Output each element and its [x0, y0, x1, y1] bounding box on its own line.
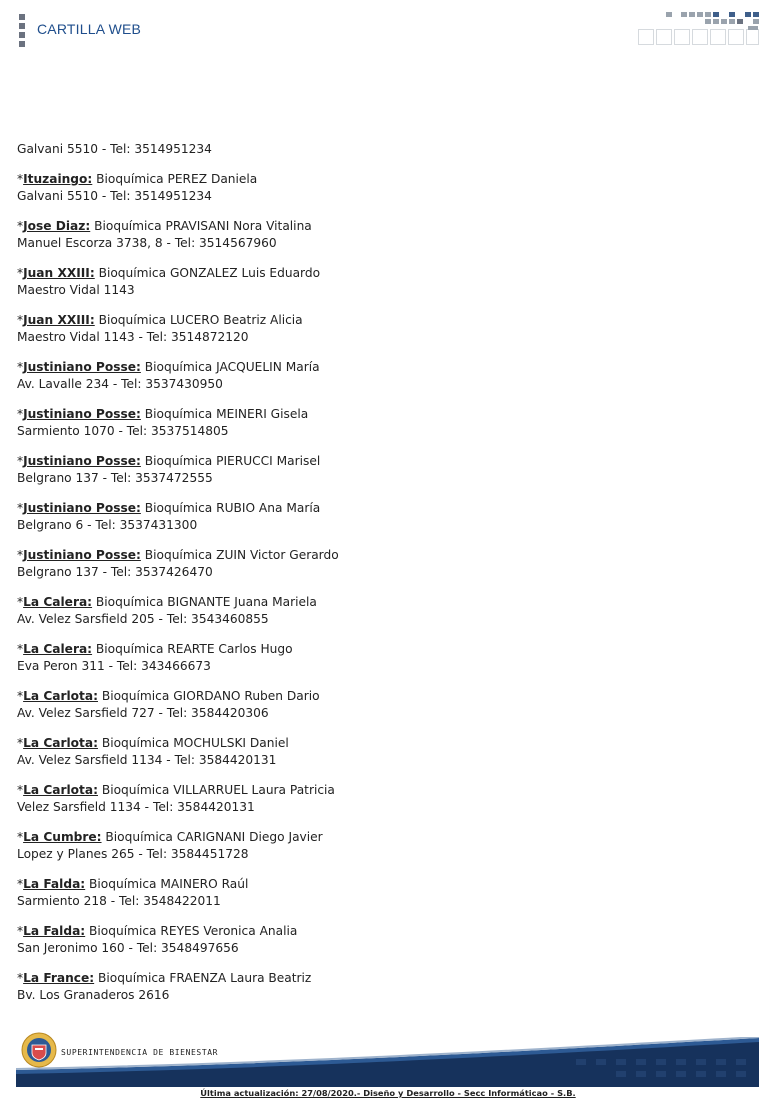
page-header [0, 0, 759, 60]
header-accent-bar [19, 14, 25, 47]
list-item [17, 218, 717, 252]
entry-heading: *La Carlota: Bioquímica GIORDANO Ruben Dario [17, 689, 320, 703]
entry-provider: Bioquímica MOCHULSKI Daniel [97, 736, 289, 750]
list-item [17, 171, 717, 205]
entry-heading: *Juan XXIII: Bioquímica LUCERO Beatriz Alicia [17, 313, 303, 327]
entry-provider: Bioquímica MAINERO Raúl [85, 877, 249, 891]
entry-provider: Bioquímica VILLARRUEL Laura Patricia [97, 783, 335, 797]
entry-provider: Bioquímica MEINERI Gisela [140, 407, 309, 421]
entry-location: Justiniano Posse: [23, 360, 141, 374]
entry-provider: Bioquímica REARTE Carlos Hugo [92, 642, 293, 656]
entry-heading: *La Carlota: Bioquímica VILLARRUEL Laura Patricia [17, 783, 335, 797]
entry-provider: Bioquímica REYES Veronica Analia [85, 924, 298, 938]
entry-provider: Bioquímica PIERUCCI Marisel [140, 454, 321, 468]
entry-address: Av. Lavalle 234 - Tel: 3537430950 [17, 377, 223, 391]
entry-address: Maestro Vidal 1143 - Tel: 3514872120 [17, 330, 249, 344]
entry-provider: Bioquímica CARIGNANI Diego Javier [101, 830, 323, 844]
entry-location: La Carlota: [23, 783, 98, 797]
entry-address: Av. Velez Sarsfield 1134 - Tel: 3584420131 [17, 753, 277, 767]
entry-address: Galvani 5510 - Tel: 3514951234 [17, 189, 212, 203]
entry-location: La Falda: [23, 924, 86, 938]
page-title: CARTILLA WEB [37, 21, 142, 37]
entry-heading: *La Calera: Bioquímica REARTE Carlos Hugo [17, 642, 293, 656]
entry-heading: *La Falda: Bioquímica MAINERO Raúl [17, 877, 249, 891]
entry-address: Lopez y Planes 265 - Tel: 3584451728 [17, 847, 249, 861]
entry-provider: Bioquímica PEREZ Daniela [92, 172, 258, 186]
entry-heading: *Ituzaingo: Bioquímica PEREZ Daniela [17, 172, 258, 186]
entry-location: Ituzaingo: [23, 172, 93, 186]
entry-location: La Carlota: [23, 689, 98, 703]
entry-address: Av. Velez Sarsfield 727 - Tel: 3584420306 [17, 706, 269, 720]
entry-address: Belgrano 6 - Tel: 3537431300 [17, 518, 198, 532]
entry-location: Justiniano Posse: [23, 454, 141, 468]
list-item [17, 500, 717, 534]
entry-heading: *Jose Diaz: Bioquímica PRAVISANI Nora Vitalina [17, 219, 312, 233]
entry-provider: Bioquímica ZUIN Victor Gerardo [140, 548, 339, 562]
entry-heading: *La Carlota: Bioquímica MOCHULSKI Daniel [17, 736, 289, 750]
entry-provider: Bioquímica GONZALEZ Luis Eduardo [94, 266, 321, 280]
entry-heading: *Justiniano Posse: Bioquímica MEINERI Gisela [17, 407, 309, 421]
entry-address: Maestro Vidal 1143 [17, 283, 135, 297]
list-item [17, 876, 717, 910]
entry-address: Velez Sarsfield 1134 - Tel: 3584420131 [17, 800, 255, 814]
list-item [17, 406, 717, 440]
entry-location: La Calera: [23, 642, 93, 656]
entry-location: La Carlota: [23, 736, 98, 750]
entry-provider: Bioquímica FRAENZA Laura Beatriz [94, 971, 312, 985]
entries-container [17, 171, 717, 1004]
entry-location: Juan XXIII: [23, 313, 95, 327]
entry-location: Justiniano Posse: [23, 407, 141, 421]
list-item [17, 312, 717, 346]
list-item [17, 829, 717, 863]
entry-provider: Bioquímica LUCERO Beatriz Alicia [94, 313, 303, 327]
entry-location: Jose Diaz: [23, 219, 91, 233]
entry-heading: *La Calera: Bioquímica BIGNANTE Juana Mariela [17, 595, 317, 609]
entry-location: La Calera: [23, 595, 93, 609]
entry-heading: *Justiniano Posse: Bioquímica PIERUCCI Marisel [17, 454, 321, 468]
entry-address: Sarmiento 218 - Tel: 3548422011 [17, 894, 221, 908]
entry-location: Justiniano Posse: [23, 548, 141, 562]
entry-address: Belgrano 137 - Tel: 3537472555 [17, 471, 213, 485]
list-item [17, 547, 717, 581]
entry-provider: Bioquímica JACQUELIN María [140, 360, 320, 374]
list-item [17, 782, 717, 816]
entry-provider: Bioquímica RUBIO Ana María [140, 501, 321, 515]
list-item [17, 453, 717, 487]
entry-location: La Cumbre: [23, 830, 102, 844]
list-item [17, 923, 717, 957]
list-item [17, 265, 717, 299]
entry-location: Justiniano Posse: [23, 501, 141, 515]
list-item [17, 359, 717, 393]
list-item [17, 641, 717, 675]
entry-address: Av. Velez Sarsfield 205 - Tel: 3543460855 [17, 612, 269, 626]
institution-seal-icon [21, 1032, 57, 1068]
entry-heading: *La Cumbre: Bioquímica CARIGNANI Diego Javier [17, 830, 323, 844]
entry-location: Juan XXIII: [23, 266, 95, 280]
list-item [17, 688, 717, 722]
list-item [17, 735, 717, 769]
list-item [17, 970, 717, 1004]
entry-provider: Bioquímica BIGNANTE Juana Mariela [92, 595, 317, 609]
entry-heading: *Juan XXIII: Bioquímica GONZALEZ Luis Eduardo [17, 266, 321, 280]
entry-heading: *Justiniano Posse: Bioquímica ZUIN Victor Gerardo [17, 548, 339, 562]
last-update-note: Última actualización: 27/08/2020.- Diseño y Desarrollo - Secc Informáticao - S.B. [200, 1088, 576, 1098]
header-decoration-icon [636, 12, 759, 48]
organization-name: SUPERINTENDENCIA DE BIENESTAR [61, 1048, 219, 1057]
entry-address: Eva Peron 311 - Tel: 343466673 [17, 659, 211, 673]
entry-heading: *Justiniano Posse: Bioquímica RUBIO Ana María [17, 501, 321, 515]
entry-address: San Jeronimo 160 - Tel: 3548497656 [17, 941, 239, 955]
entry-address: Manuel Escorza 3738, 8 - Tel: 3514567960 [17, 236, 277, 250]
entry-location: La France: [23, 971, 95, 985]
entry-provider: Bioquímica GIORDANO Ruben Dario [97, 689, 320, 703]
entry-address: Bv. Los Granaderos 2616 [17, 988, 170, 1002]
entry-heading: *La France: Bioquímica FRAENZA Laura Beatriz [17, 971, 312, 985]
entry-address: Sarmiento 1070 - Tel: 3537514805 [17, 424, 229, 438]
entry-heading: *La Falda: Bioquímica REYES Veronica Analia [17, 924, 298, 938]
entry-address: Belgrano 137 - Tel: 3537426470 [17, 565, 213, 579]
entry-provider: Bioquímica PRAVISANI Nora Vitalina [90, 219, 312, 233]
continued-address: Galvani 5510 - Tel: 3514951234 [17, 142, 212, 156]
entry-heading: *Justiniano Posse: Bioquímica JACQUELIN María [17, 360, 320, 374]
providers-list [17, 141, 717, 1017]
footer-wave-band [16, 1037, 759, 1087]
list-item [17, 594, 717, 628]
entry-location: La Falda: [23, 877, 86, 891]
